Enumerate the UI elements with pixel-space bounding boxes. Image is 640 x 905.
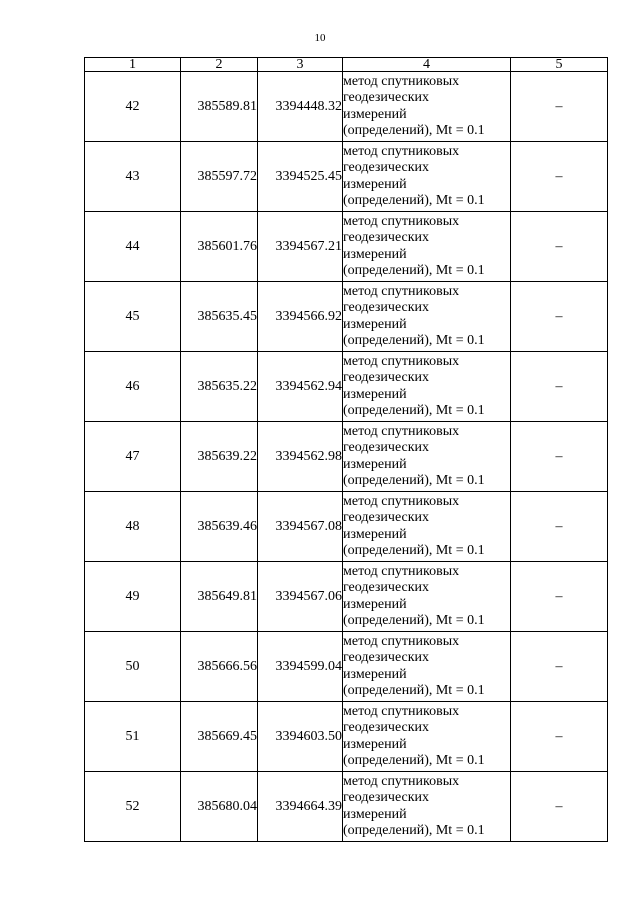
table-row xyxy=(85,422,608,492)
table-row xyxy=(85,72,608,142)
y-coordinate-cell: 3394448.32 xyxy=(258,72,343,142)
method-cell: метод спутниковых геодезических измерений (определений), Mt = 0.1 xyxy=(343,212,511,282)
y-coordinate-cell: 3394664.39 xyxy=(258,772,343,842)
x-coordinate-cell: 385601.76 xyxy=(181,212,258,282)
x-coordinate-cell: 385635.45 xyxy=(181,282,258,352)
page-number: 10 xyxy=(314,32,326,44)
header-col-1: 1 xyxy=(85,58,181,72)
note-cell: – xyxy=(511,282,608,352)
y-coordinate-cell: 3394562.98 xyxy=(258,422,343,492)
table-body xyxy=(85,72,608,842)
point-number-cell: 43 xyxy=(85,142,181,212)
header-col-2: 2 xyxy=(181,58,258,72)
method-cell: метод спутниковых геодезических измерений (определений), Mt = 0.1 xyxy=(343,702,511,772)
point-number-cell: 48 xyxy=(85,492,181,562)
point-number-cell: 47 xyxy=(85,422,181,492)
y-coordinate-cell: 3394525.45 xyxy=(258,142,343,212)
table-row xyxy=(85,352,608,422)
table-row xyxy=(85,142,608,212)
x-coordinate-cell: 385680.04 xyxy=(181,772,258,842)
y-coordinate-cell: 3394603.50 xyxy=(258,702,343,772)
method-cell: метод спутниковых геодезических измерений (определений), Mt = 0.1 xyxy=(343,142,511,212)
note-cell: – xyxy=(511,352,608,422)
point-number-cell: 42 xyxy=(85,72,181,142)
point-number-cell: 50 xyxy=(85,632,181,702)
x-coordinate-cell: 385649.81 xyxy=(181,562,258,632)
x-coordinate-cell: 385666.56 xyxy=(181,632,258,702)
note-cell: – xyxy=(511,632,608,702)
y-coordinate-cell: 3394599.04 xyxy=(258,632,343,702)
note-cell: – xyxy=(511,212,608,282)
header-col-4: 4 xyxy=(343,58,511,72)
note-cell: – xyxy=(511,142,608,212)
note-cell: – xyxy=(511,72,608,142)
x-coordinate-cell: 385589.81 xyxy=(181,72,258,142)
note-cell: – xyxy=(511,562,608,632)
method-cell: метод спутниковых геодезических измерений (определений), Mt = 0.1 xyxy=(343,772,511,842)
y-coordinate-cell: 3394567.06 xyxy=(258,562,343,632)
method-cell: метод спутниковых геодезических измерений (определений), Mt = 0.1 xyxy=(343,632,511,702)
table-row xyxy=(85,282,608,352)
point-number-cell: 45 xyxy=(85,282,181,352)
table-row xyxy=(85,772,608,842)
table-row xyxy=(85,702,608,772)
table-row xyxy=(85,492,608,562)
point-number-cell: 52 xyxy=(85,772,181,842)
y-coordinate-cell: 3394567.08 xyxy=(258,492,343,562)
point-number-cell: 49 xyxy=(85,562,181,632)
table-row xyxy=(85,632,608,702)
method-cell: метод спутниковых геодезических измерений (определений), Mt = 0.1 xyxy=(343,562,511,632)
table-row xyxy=(85,562,608,632)
method-cell: метод спутниковых геодезических измерений (определений), Mt = 0.1 xyxy=(343,282,511,352)
x-coordinate-cell: 385597.72 xyxy=(181,142,258,212)
x-coordinate-cell: 385639.22 xyxy=(181,422,258,492)
header-col-5: 5 xyxy=(511,58,608,72)
method-cell: метод спутниковых геодезических измерений (определений), Mt = 0.1 xyxy=(343,492,511,562)
x-coordinate-cell: 385669.45 xyxy=(181,702,258,772)
point-number-cell: 44 xyxy=(85,212,181,282)
point-number-cell: 51 xyxy=(85,702,181,772)
y-coordinate-cell: 3394562.94 xyxy=(258,352,343,422)
y-coordinate-cell: 3394567.21 xyxy=(258,212,343,282)
y-coordinate-cell: 3394566.92 xyxy=(258,282,343,352)
method-cell: метод спутниковых геодезических измерений (определений), Mt = 0.1 xyxy=(343,352,511,422)
x-coordinate-cell: 385639.46 xyxy=(181,492,258,562)
note-cell: – xyxy=(511,702,608,772)
method-cell: метод спутниковых геодезических измерений (определений), Mt = 0.1 xyxy=(343,72,511,142)
header-row xyxy=(85,58,608,72)
note-cell: – xyxy=(511,772,608,842)
method-cell: метод спутниковых геодезических измерений (определений), Mt = 0.1 xyxy=(343,422,511,492)
point-number-cell: 46 xyxy=(85,352,181,422)
note-cell: – xyxy=(511,422,608,492)
coordinates-table xyxy=(84,57,608,842)
x-coordinate-cell: 385635.22 xyxy=(181,352,258,422)
table-row xyxy=(85,212,608,282)
header-col-3: 3 xyxy=(258,58,343,72)
note-cell: – xyxy=(511,492,608,562)
